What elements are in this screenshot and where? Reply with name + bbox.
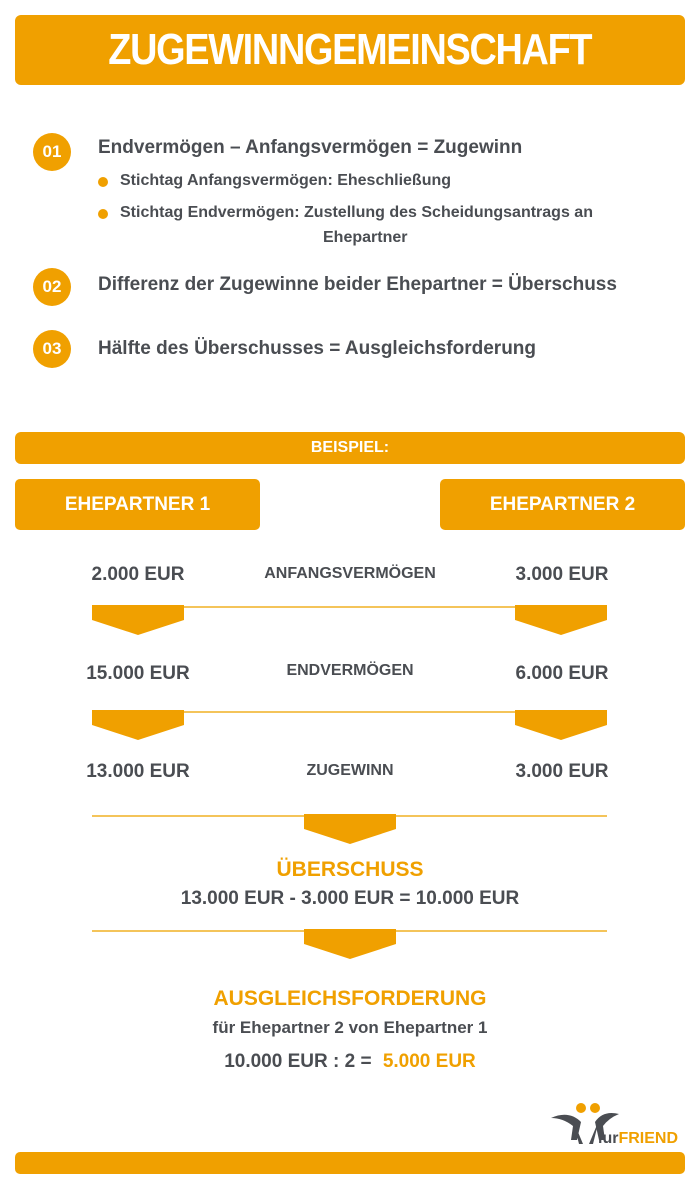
- title-banner: [15, 15, 685, 85]
- bullet-text: Stichtag Anfangsvermögen: Eheschließung: [120, 172, 452, 189]
- step-number-badge: 03: [33, 330, 71, 368]
- partner-1-value: 2.000 EUR: [91, 564, 185, 585]
- partner-2-value: 3.000 EUR: [515, 564, 609, 585]
- step-text: Endvermögen – Anfangsvermögen = Zugewinn: [98, 137, 523, 158]
- surplus-calculation: 13.000 EUR - 3.000 EUR = 10.000 EUR: [180, 888, 520, 909]
- partner-2-label: EHEPARTNER 2: [489, 493, 636, 515]
- claim-calculation: [0, 1051, 700, 1073]
- down-arrow-icon: [515, 605, 607, 635]
- row-label: ENDVERMÖGEN: [286, 662, 414, 679]
- row-label: ANFANGSVERMÖGEN: [264, 565, 436, 582]
- down-arrow-icon: [515, 710, 607, 740]
- logo-wordmark: iurFRIEND: [598, 1130, 679, 1147]
- down-arrow-icon: [92, 605, 184, 635]
- bullet-text-continuation: Ehepartner: [323, 229, 408, 246]
- page-title: ZUGEWINNGEMEINSCHAFT: [108, 25, 592, 74]
- step-text: Hälfte des Überschusses = Ausgleichsforderung: [98, 338, 537, 359]
- bullet-dot: [98, 177, 108, 187]
- claim-calc-prefix: 10.000 EUR : 2 =: [224, 1051, 372, 1072]
- footer-bar: [15, 1152, 685, 1174]
- partner-2-value: 6.000 EUR: [515, 663, 609, 684]
- down-arrow-icon: [304, 929, 396, 959]
- row-label: ZUGEWINN: [306, 762, 394, 779]
- partner-2-value: 3.000 EUR: [515, 761, 609, 782]
- claim-result: 5.000 EUR: [382, 1051, 476, 1072]
- down-arrow-icon: [92, 710, 184, 740]
- bullet-dot: [98, 209, 108, 219]
- claim-subtitle: für Ehepartner 2 von Ehepartner 1: [212, 1018, 488, 1037]
- step-number-badge: 02: [33, 268, 71, 306]
- example-label: BEISPIEL:: [310, 439, 390, 456]
- partner-1-header: [15, 479, 260, 530]
- partner-1-value: 13.000 EUR: [86, 761, 190, 782]
- example-banner: [15, 432, 685, 464]
- step-text: Differenz der Zugewinne beider Ehepartner = Überschuss: [98, 274, 617, 295]
- down-arrow-icon: [304, 814, 396, 844]
- surplus-heading: ÜBERSCHUSS: [276, 858, 424, 881]
- bullet-text: Stichtag Endvermögen: Zustellung des Scheidungsantrags an: [120, 204, 593, 221]
- step-number-badge: 01: [33, 133, 71, 171]
- partner-2-header: [440, 479, 685, 530]
- partner-1-value: 15.000 EUR: [86, 663, 190, 684]
- claim-heading: AUSGLEICHSFORDERUNG: [213, 987, 487, 1010]
- partner-1-label: EHEPARTNER 1: [64, 493, 211, 515]
